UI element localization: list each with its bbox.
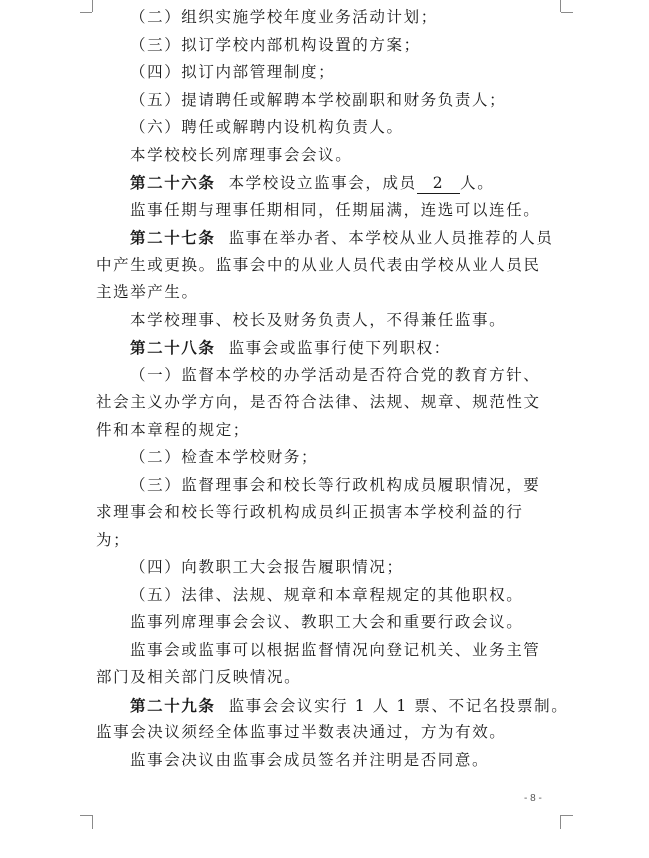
article-line — [96, 334, 556, 362]
line-text: 监事会决议须经全体监事过半数表决通过，方为有效。 — [96, 723, 507, 741]
text-line — [96, 32, 556, 60]
text-line — [96, 362, 556, 390]
line-text: 主选举产生。 — [96, 283, 199, 301]
line-text: （三）拟订学校内部机构设置的方案； — [130, 35, 421, 54]
text-line — [96, 472, 556, 500]
text-line — [96, 747, 556, 775]
text-line — [96, 609, 556, 637]
line-text: （六）聘任或解聘内设机构负责人。 — [130, 118, 404, 136]
text-line — [96, 59, 556, 87]
line-text: 本学校设立监事会，成员 — [228, 174, 417, 192]
crop-mark-top-right-h — [561, 12, 573, 13]
line-text: 监事会或监事行使下列职权： — [228, 339, 451, 357]
line-text: 中产生或更换。监事会中的从业人员代表由学校从业人员民 — [96, 255, 541, 274]
line-text: 人。 — [460, 174, 495, 192]
member-count: 2 — [417, 173, 460, 194]
text-line — [96, 554, 556, 582]
line-text: 部门及相关部门反映情况。 — [96, 668, 302, 686]
text-line — [96, 527, 556, 555]
text-line — [96, 444, 556, 472]
line-text: 求理事会和校长等行政机构成员纠正损害本学校利益的行 — [96, 503, 524, 521]
text-line — [96, 719, 556, 747]
page-number: - 8 - — [524, 793, 542, 804]
crop-mark-bottom-right — [560, 815, 561, 829]
text-line — [96, 664, 556, 692]
article-line — [96, 224, 556, 252]
line-text: 社会主义办学方向，是否符合法律、法规、规章、规范性文 — [96, 393, 541, 411]
line-text: 本学校校长列席理事会会议。 — [130, 145, 353, 164]
text-line — [96, 252, 556, 280]
text-line — [96, 4, 556, 32]
crop-mark-bottom-right-h — [561, 815, 573, 816]
line-text: （二）检查本学校财务； — [130, 448, 319, 466]
text-line — [96, 142, 556, 170]
line-text: 监事会会议实行 1 人 1 票、不记名投票制。 — [228, 696, 569, 715]
line-text: （五）提请聘任或解聘本学校副职和财务负责人； — [130, 90, 507, 109]
crop-mark-top-right — [560, 0, 561, 12]
text-line — [96, 417, 556, 445]
article-line — [96, 692, 569, 720]
text-line — [96, 279, 556, 307]
line-text: 监事列席理事会会议、教职工大会和重要行政会议。 — [130, 613, 524, 631]
crop-mark-top-left — [92, 0, 93, 12]
line-text: （二）组织实施学校年度业务活动计划； — [130, 8, 438, 26]
line-text: 本学校理事、校长及财务负责人，不得兼任监事。 — [130, 310, 507, 329]
text-line — [96, 114, 556, 142]
line-text: 为； — [96, 530, 131, 549]
article-number: 第二十九条 — [130, 695, 216, 715]
crop-mark-bottom-left-h — [80, 815, 92, 816]
line-text: 监事会或监事可以根据监督情况向登记机关、业务主管 — [130, 640, 541, 659]
line-text: （三）监督理事会和校长等行政机构成员履职情况，要 — [130, 475, 541, 494]
article-number: 第二十八条 — [130, 338, 216, 357]
line-text: 监事任期与理事任期相同，任期届满，连选可以连任。 — [130, 200, 541, 219]
line-text: （四）向教职工大会报告履职情况； — [130, 558, 404, 576]
line-text: （一）监督本学校的办学活动是否符合党的教育方针、 — [130, 365, 541, 384]
text-line — [96, 87, 556, 115]
text-line — [96, 637, 556, 665]
line-text: 件和本章程的规定； — [96, 420, 250, 439]
line-text: （五）法律、法规、规章和本章程规定的其他职权。 — [130, 585, 524, 604]
text-line — [96, 582, 556, 610]
article-number: 第二十六条 — [130, 173, 216, 192]
text-line — [96, 307, 556, 335]
article-line — [96, 169, 556, 197]
line-text: 监事在举办者、本学校从业人员推荐的人员 — [228, 229, 554, 247]
crop-mark-bottom-left — [92, 815, 93, 829]
text-line — [96, 197, 556, 225]
text-line — [96, 389, 556, 417]
text-line — [96, 499, 556, 527]
line-text: 监事会决议由监事会成员签名并注明是否同意。 — [130, 750, 490, 769]
line-text: （四）拟订内部管理制度； — [130, 63, 336, 81]
document-body — [96, 4, 569, 774]
article-number: 第二十七条 — [130, 228, 216, 247]
crop-mark-top-left-h — [80, 12, 92, 13]
